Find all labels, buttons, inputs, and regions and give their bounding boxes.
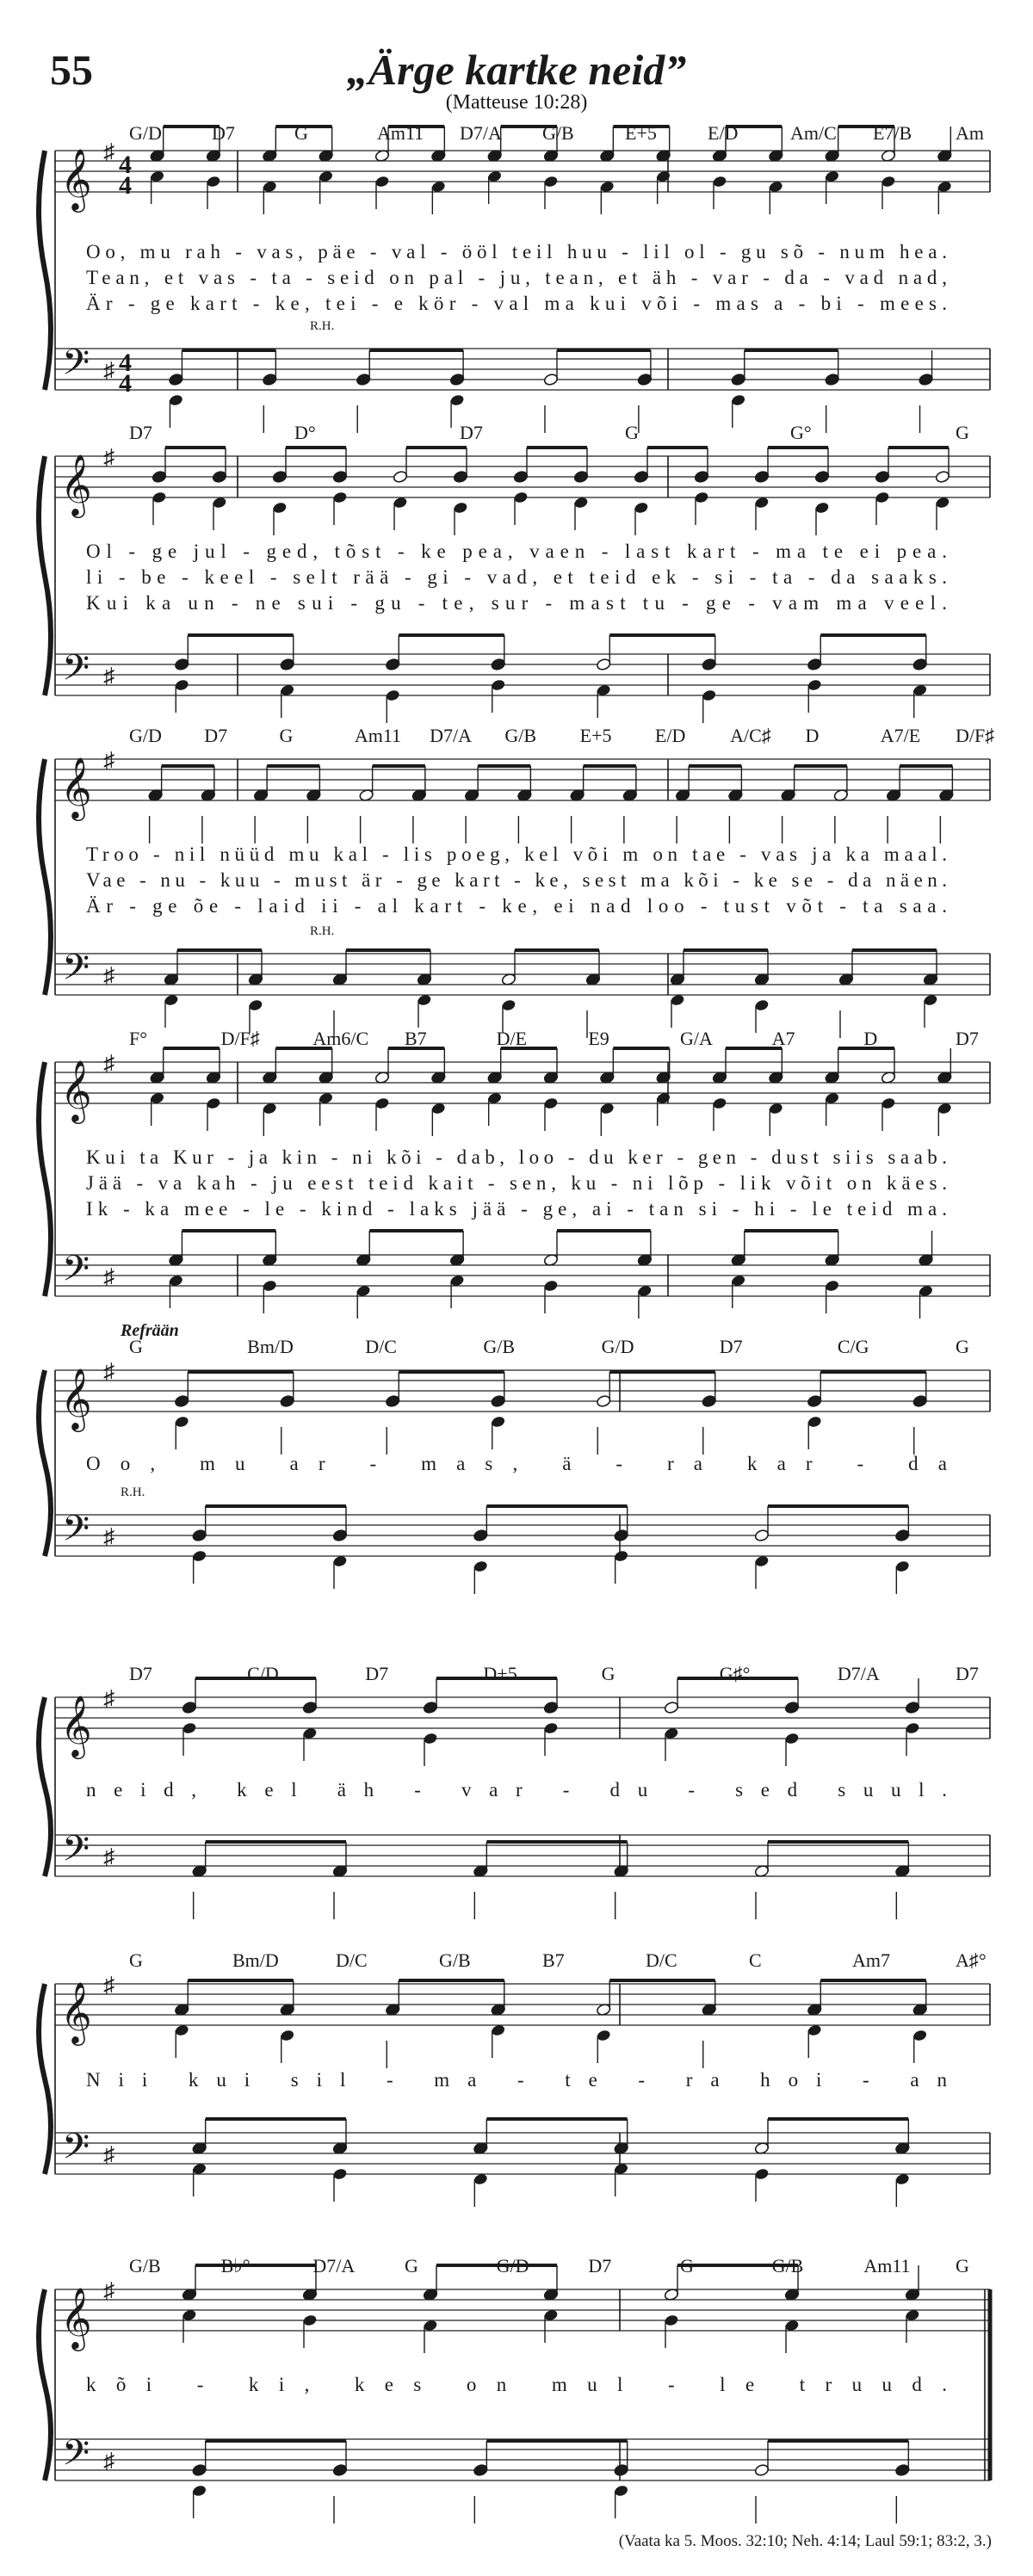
- system-brace: [39, 1370, 51, 1556]
- note-head: [449, 373, 465, 386]
- chord-symbol: C/D: [247, 1663, 279, 1684]
- chord-symbol: G/D: [496, 2255, 529, 2276]
- note-head: [731, 393, 746, 406]
- notes-group: [148, 766, 955, 843]
- note-head: [374, 1096, 390, 1109]
- time-signature-bottom: 4: [119, 369, 132, 398]
- chord-symbol: Am7: [852, 1949, 890, 1971]
- note-head: [332, 2463, 348, 2476]
- note-head: [614, 2463, 629, 2476]
- note-head: [174, 1415, 189, 1428]
- notes-group: [152, 448, 950, 535]
- note-head: [543, 175, 559, 188]
- note-head: [596, 658, 611, 670]
- key-signature-sharp: ♯: [103, 2449, 114, 2474]
- note-head: [754, 2167, 770, 2180]
- key-signature-sharp: ♯: [103, 1844, 114, 1869]
- note-head: [385, 689, 400, 701]
- system-brace: [39, 1697, 51, 1876]
- lyric-line: Ik - ka mee - le - kind - laks jää - ge, ai - tan si - hi - le teid ma.: [85, 1198, 948, 1220]
- note-head: [543, 1701, 559, 1714]
- note-head: [694, 491, 709, 503]
- note-head: [280, 1394, 295, 1407]
- chord-symbol: D7/A: [430, 725, 472, 746]
- note-head: [712, 1096, 727, 1109]
- note-head: [807, 678, 822, 691]
- key-signature-sharp: ♯: [103, 1051, 114, 1076]
- right-hand-mark: R.H.: [310, 924, 335, 938]
- notes-group: [192, 2119, 911, 2207]
- lyric-line: Kui ka un - ne sui - gu - te, sur - mast tu - ge - vam ma veel.: [85, 592, 948, 614]
- note-head: [614, 1549, 629, 1562]
- note-head: [905, 1721, 920, 1734]
- note-head: [272, 470, 288, 483]
- note-head: [807, 1415, 822, 1428]
- note-head: [182, 1721, 197, 1734]
- time-signature-bottom: 4: [119, 171, 132, 200]
- notes-group: [192, 1842, 911, 1919]
- note-head: [169, 393, 184, 406]
- note-head: [332, 1529, 348, 1541]
- notes-group: [182, 2265, 920, 2353]
- lyric-line: Kui ta Kur - ja kin - ni kõi - dab, loo - du ker - gen - dust siis saab.: [86, 1146, 947, 1168]
- chord-symbol: F°: [129, 1028, 148, 1049]
- chord-symbol: G♯°: [719, 1663, 751, 1684]
- right-hand-mark: R.H.: [121, 1486, 145, 1499]
- treble-clef-icon: 𝄞: [60, 1697, 92, 1756]
- note-head: [731, 373, 746, 386]
- note-head: [385, 658, 400, 670]
- system-brace: [39, 2289, 51, 2480]
- chord-symbol: D/F♯: [220, 1028, 260, 1049]
- key-signature-sharp: ♯: [103, 445, 114, 470]
- chord-symbol: Bm/D: [232, 1949, 279, 1971]
- chord-symbol: C/G: [837, 1336, 869, 1357]
- key-signature-sharp: ♯: [103, 139, 114, 164]
- chord-symbol: D7/A: [460, 122, 502, 144]
- lyric-line: li - be - keel - selt rää - gi - vad, et teid ek - si - ta - da saaks.: [85, 566, 948, 588]
- chord-symbol: A7/E: [880, 725, 921, 746]
- note-head: [491, 678, 506, 691]
- chord-symbol: G/B: [504, 725, 537, 746]
- chord-symbol: D7: [365, 1663, 389, 1684]
- note-head: [152, 470, 167, 483]
- note-head: [807, 658, 822, 670]
- note-head: [356, 373, 371, 386]
- note-head: [302, 1701, 318, 1714]
- chord-symbol: G: [956, 1336, 969, 1357]
- note-head: [262, 1279, 277, 1292]
- note-head: [262, 373, 277, 386]
- chord-symbol: D7: [588, 2255, 612, 2276]
- note-head: [596, 1394, 611, 1407]
- note-head: [449, 393, 465, 406]
- note-head: [302, 2313, 318, 2326]
- note-head: [894, 2463, 910, 2476]
- lyric-line: Oo, mu ar - mas, ä - ra kar - da: [86, 1453, 947, 1474]
- notes-group: [169, 350, 934, 433]
- note-head: [543, 1279, 559, 1292]
- note-head: [784, 1732, 800, 1745]
- note-head: [192, 2484, 207, 2497]
- note-head: [272, 501, 288, 514]
- system-brace: [39, 1062, 51, 1296]
- key-signature-sharp: ♯: [103, 1524, 114, 1549]
- note-head: [513, 491, 529, 503]
- chord-symbol: G/B: [129, 2255, 161, 2276]
- note-head: [332, 491, 348, 503]
- chord-symbol: D7: [204, 725, 228, 746]
- notes-group: [150, 1048, 953, 1136]
- lyric-line: Vae - nu - kuu - must är - ge kart - ke, sest ma kõi - ke se - da näen.: [86, 869, 947, 891]
- note-head: [634, 470, 649, 483]
- note-head: [332, 2167, 348, 2180]
- chord-symbol: G: [129, 1949, 143, 1971]
- chord-symbol: G°: [790, 422, 812, 443]
- note-head: [596, 2029, 611, 2042]
- note-head: [935, 470, 950, 483]
- note-head: [248, 998, 263, 1011]
- chord-symbol: G/A: [680, 1028, 713, 1049]
- chord-symbol: D: [863, 1028, 878, 1049]
- chord-symbol: E+5: [579, 725, 612, 746]
- chord-symbol: G: [956, 2255, 969, 2276]
- note-head: [182, 1701, 197, 1714]
- notes-group: [174, 1980, 927, 2068]
- treble-clef-icon: 𝄞: [60, 2289, 92, 2348]
- chord-symbol: Am11: [377, 122, 424, 144]
- hymn-number: 55: [50, 46, 93, 94]
- note-head: [814, 470, 830, 483]
- note-head: [423, 1701, 438, 1714]
- lyric-line: Nii kui sil - ma - te - ra hoi - an: [85, 2069, 948, 2091]
- chord-symbol: D7: [129, 422, 152, 443]
- note-head: [875, 470, 890, 483]
- note-head: [543, 1721, 559, 1734]
- chord-symbol: E+5: [625, 122, 657, 144]
- chord-symbol: G: [129, 1336, 143, 1357]
- note-head: [385, 1394, 400, 1407]
- lyric-line: Troo - nil nüüd mu kal - lis poeg, kel või m on tae - vas ja ka maal.: [86, 843, 947, 865]
- bass-clef-icon: 𝄢: [62, 2433, 90, 2481]
- note-head: [206, 175, 221, 188]
- note-head: [374, 175, 390, 188]
- chord-symbol: G: [405, 2255, 418, 2276]
- note-head: [393, 470, 408, 483]
- chord-symbol: E7/B: [873, 122, 912, 144]
- note-head: [881, 175, 896, 188]
- chord-symbol: G: [279, 725, 294, 746]
- lyric-line: Tean, et vas - ta - seid on pal - ju, tean, et äh - var - da - vad nad,: [86, 267, 947, 288]
- treble-clef-icon: 𝄞: [60, 759, 92, 818]
- time-signature-top: 4: [119, 151, 132, 179]
- bass-clef-icon: 𝄢: [62, 948, 90, 996]
- refrain-label: Refrään: [121, 1321, 179, 1340]
- key-signature-sharp: ♯: [103, 963, 114, 988]
- note-head: [473, 1560, 488, 1572]
- note-head: [807, 1394, 822, 1407]
- note-head: [212, 470, 227, 483]
- system-brace: [39, 1984, 51, 2174]
- note-head: [912, 2029, 928, 2042]
- chord-symbol: G/B: [542, 122, 574, 144]
- hymn-title: „Ärge kartke neid”: [346, 46, 687, 94]
- chord-symbol: B7: [542, 1949, 565, 1971]
- note-head: [664, 2313, 679, 2326]
- note-head: [453, 501, 468, 514]
- chord-symbol: Am: [956, 122, 984, 144]
- note-head: [814, 501, 830, 514]
- note-head: [825, 373, 840, 386]
- note-head: [614, 2484, 629, 2497]
- note-head: [152, 491, 167, 503]
- treble-clef-icon: 𝄞: [60, 1062, 92, 1121]
- bass-clef-icon: 𝄢: [62, 1509, 90, 1557]
- chord-symbol: B7: [405, 1028, 427, 1049]
- treble-clef-icon: 𝄞: [60, 456, 92, 515]
- treble-clef-icon: 𝄞: [60, 1370, 92, 1429]
- chord-symbol: D7/A: [312, 2255, 356, 2276]
- lyric-line: Är - ge kart - ke, tei - e kör - val ma kui või - mas a - bi - mees.: [86, 293, 947, 314]
- note-head: [754, 470, 770, 483]
- note-head: [192, 1549, 207, 1562]
- right-hand-mark: R.H.: [310, 319, 335, 333]
- note-head: [637, 373, 653, 386]
- chord-symbol: A7: [771, 1028, 795, 1049]
- bass-clef-icon: 𝄢: [62, 648, 90, 696]
- chord-symbol: D7: [212, 122, 235, 144]
- chord-symbol: B♭°: [220, 2255, 251, 2276]
- note-head: [825, 1279, 840, 1292]
- note-head: [614, 1529, 629, 1541]
- chord-symbol: D7/A: [837, 1663, 880, 1684]
- note-head: [881, 1096, 896, 1109]
- chord-symbol: D7: [956, 1028, 979, 1049]
- chord-symbol: D7: [719, 1336, 743, 1357]
- chord-symbol: A/C♯: [730, 725, 771, 746]
- chord-symbol: D/F♯: [956, 725, 995, 746]
- key-signature-sharp: ♯: [103, 1264, 114, 1289]
- note-head: [702, 658, 717, 670]
- lyric-line: neid, kel äh - var - du - sed suul.: [85, 1779, 948, 1801]
- note-head: [894, 1529, 910, 1541]
- note-head: [702, 1394, 717, 1407]
- key-signature-sharp: ♯: [103, 358, 114, 383]
- note-head: [280, 2029, 295, 2042]
- lyric-line: kõi - ki, kes on mul - le truud.: [86, 2374, 947, 2395]
- chord-symbol: G: [294, 122, 308, 144]
- chord-symbol: D7: [460, 422, 483, 443]
- note-head: [491, 1394, 506, 1407]
- chord-symbol: G/B: [771, 2255, 804, 2276]
- bass-clef-icon: 𝄢: [62, 1829, 90, 1877]
- chord-symbol: Am/C: [790, 122, 837, 144]
- note-head: [664, 1701, 679, 1714]
- chord-symbol: D°: [294, 422, 316, 443]
- note-head: [174, 658, 189, 670]
- system-brace: [39, 151, 51, 390]
- note-head: [912, 658, 928, 670]
- chord-symbol: D/C: [646, 1949, 677, 1971]
- note-head: [192, 2463, 207, 2476]
- chord-symbol: D7: [956, 1663, 979, 1684]
- chord-symbol: D/C: [336, 1949, 368, 1971]
- chord-symbol: A♯°: [956, 1949, 987, 1971]
- chord-symbol: D/C: [365, 1336, 397, 1357]
- notes-group: [192, 2441, 911, 2523]
- chord-symbol: G: [680, 2255, 694, 2276]
- notes-group: [169, 1231, 934, 1319]
- note-head: [174, 1394, 189, 1407]
- note-head: [501, 998, 516, 1011]
- note-head: [919, 373, 934, 386]
- chord-symbol: Am11: [354, 725, 402, 746]
- note-head: [702, 689, 717, 701]
- chord-symbol: D/E: [496, 1028, 528, 1049]
- chord-symbol: Am11: [863, 2255, 911, 2276]
- key-signature-sharp: ♯: [103, 1686, 114, 1711]
- treble-clef-icon: 𝄞: [60, 1984, 92, 2042]
- notes-group: [192, 1506, 911, 1594]
- note-head: [634, 501, 649, 514]
- key-signature-sharp: ♯: [103, 1973, 114, 1998]
- chord-symbol: G: [956, 422, 969, 443]
- lyric-line: Ol - ge jul - ged, tõst - ke pea, vaen - last kart - ma te ei pea.: [86, 541, 947, 562]
- notes-group: [164, 950, 938, 1038]
- chord-symbol: C: [749, 1949, 762, 1971]
- note-head: [192, 1529, 207, 1541]
- time-signature-top: 4: [119, 349, 132, 377]
- treble-clef-icon: 𝄞: [60, 151, 92, 209]
- note-head: [894, 1560, 910, 1572]
- note-head: [332, 470, 348, 483]
- chord-symbol: Am6/C: [312, 1028, 369, 1049]
- bass-clef-icon: 𝄢: [62, 1249, 90, 1297]
- note-head: [754, 1529, 770, 1541]
- chord-symbol: G/B: [483, 1336, 516, 1357]
- footer-reference: (Vaata ka 5. Moos. 32:10; Neh. 4:14; Laul 59:1; 83:2, 3.): [618, 2532, 992, 2550]
- chord-symbol: G: [601, 1663, 615, 1684]
- note-head: [694, 470, 709, 483]
- chord-symbol: Bm/D: [247, 1336, 294, 1357]
- note-head: [754, 998, 770, 1011]
- chord-symbol: G/D: [129, 725, 162, 746]
- note-head: [473, 2463, 488, 2476]
- lyric-line: Jää - va kah - ju eest teid kait - sen, ku - ni lõp - lik võit on käes.: [86, 1172, 947, 1194]
- bass-clef-icon: 𝄢: [62, 343, 90, 391]
- key-signature-sharp: ♯: [103, 2142, 114, 2167]
- note-head: [473, 1529, 488, 1541]
- chord-symbol: G/B: [439, 1949, 471, 1971]
- note-head: [543, 1096, 559, 1109]
- lyric-line: Oo, mu rah - vas, päe - val - ööl teil huu - lil ol - gu sõ - num hea.: [86, 241, 947, 263]
- chord-symbol: E/D: [708, 122, 739, 144]
- note-head: [206, 1096, 221, 1109]
- note-head: [912, 1394, 928, 1407]
- key-signature-sharp: ♯: [103, 664, 114, 689]
- chord-symbol: D+5: [483, 1663, 517, 1684]
- note-head: [875, 491, 890, 503]
- note-head: [491, 658, 506, 670]
- system-brace: [39, 759, 51, 995]
- key-signature-sharp: ♯: [103, 1359, 114, 1384]
- note-head: [169, 373, 184, 386]
- notes-group: [182, 1678, 920, 1766]
- chord-symbol: D: [805, 725, 820, 746]
- bass-clef-icon: 𝄢: [62, 2127, 90, 2175]
- chord-symbol: E/D: [654, 725, 686, 746]
- note-head: [453, 470, 468, 483]
- lyric-line: Är - ge õe - laid ii - al kart - ke, ei nad loo - tust võt - ta saa.: [86, 895, 947, 917]
- note-head: [174, 678, 189, 691]
- notes-group: [174, 635, 927, 723]
- chord-symbol: D7: [129, 1663, 152, 1684]
- note-head: [905, 1701, 920, 1714]
- chord-symbol: G/D: [601, 1336, 634, 1357]
- note-head: [712, 175, 727, 188]
- note-head: [543, 373, 559, 386]
- scripture-reference: (Matteuse 10:28): [445, 91, 588, 114]
- note-head: [513, 470, 529, 483]
- key-signature-sharp: ♯: [103, 748, 114, 773]
- chord-symbol: E9: [588, 1028, 609, 1049]
- key-signature-sharp: ♯: [103, 2278, 114, 2303]
- chord-symbol: G/D: [129, 122, 162, 144]
- note-head: [573, 470, 589, 483]
- note-head: [784, 1701, 800, 1714]
- note-head: [754, 2463, 770, 2476]
- notes-group: [174, 1372, 927, 1455]
- note-head: [280, 658, 295, 670]
- system-brace: [39, 456, 51, 695]
- chord-symbol: G: [625, 422, 639, 443]
- note-head: [423, 1732, 438, 1745]
- note-head: [491, 1415, 506, 1428]
